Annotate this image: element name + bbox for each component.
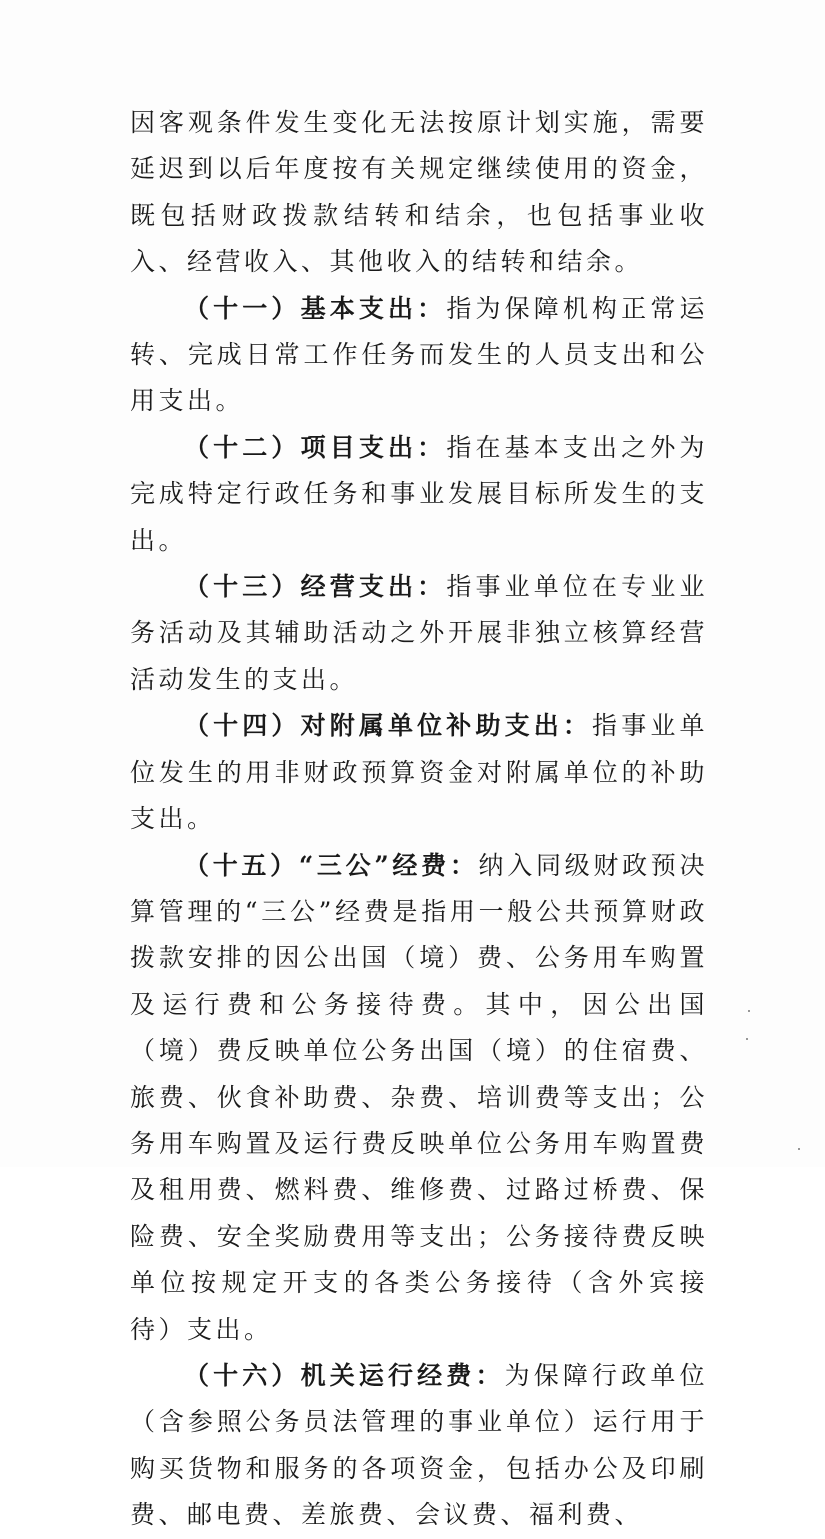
paragraph-operating-expenditure [130,564,708,703]
term-heading: （十六）机关运行经费： [184,1360,505,1390]
paragraph-subsidiary-subsidy [130,703,708,842]
paragraph-text: 为保障行政单位（含参照公务员法管理的事业单位）运行用于购买货物和服务的各项资金，包括办公及印刷费、邮电费、差旅费、会议费、福利费、 [130,1360,708,1530]
paragraph-text: 指在基本支出之外为完成特定行政任务和事业发展目标所发生的支出。 [130,432,708,555]
paragraph-basic-expenditure [130,286,708,425]
term-heading: （十二）项目支出： [184,432,447,462]
paragraph-text: 指事业单位在专业业务活动及其辅助活动之外开展非独立核算经营活动发生的支出。 [130,572,708,694]
scan-speck [748,1010,750,1012]
paragraph-continuation [130,100,708,286]
paragraph-text: 指为保障机构正常运转、完成日常工作任务而发生的人员支出和公用支出。 [130,293,708,416]
term-heading: （十一）基本支出： [184,293,447,323]
paragraph-text: 指事业单位发生的用非财政预算资金对附属单位的补助支出。 [130,711,708,834]
paragraph-agency-operating-funds [130,1353,708,1539]
paragraph-text: 因客观条件发生变化无法按原计划实施，需要延迟到以后年度按有关规定继续使用的资金，既包括财政拨款结转和结余，也包括事业收入、经营收入、其他收入的结转和结余。 [130,108,708,277]
term-heading: （十三）经营支出： [184,572,447,602]
scan-speck [746,1038,748,1040]
paragraph-text: 纳入同级财政预决算管理的“三公”经费是指用一般公共预算财政拨款安排的因公出国（境）费、公务用车购置及运行费和公务接待费。其中，因公出国（境）费反映单位公务出国（境）的住宿费、旅费、伙食补助费、杂费、培训费等支出；公务用车购置及运行费反映单位公务用车购置费及租用费、燃料费、维修费、过路过桥费、保险费、安全奖励费用等支出；公务接待费反映单位按规定开支的各类公务接待（含外宾接待）支出。 [130,850,708,1344]
term-heading: （十五）“三公”经费： [184,850,479,880]
body-text [130,100,708,1539]
paragraph-project-expenditure [130,425,708,564]
term-heading: （十四）对附属单位补助支出： [184,711,593,741]
scan-speck [798,1148,800,1150]
paragraph-three-public-funds [130,843,708,1353]
